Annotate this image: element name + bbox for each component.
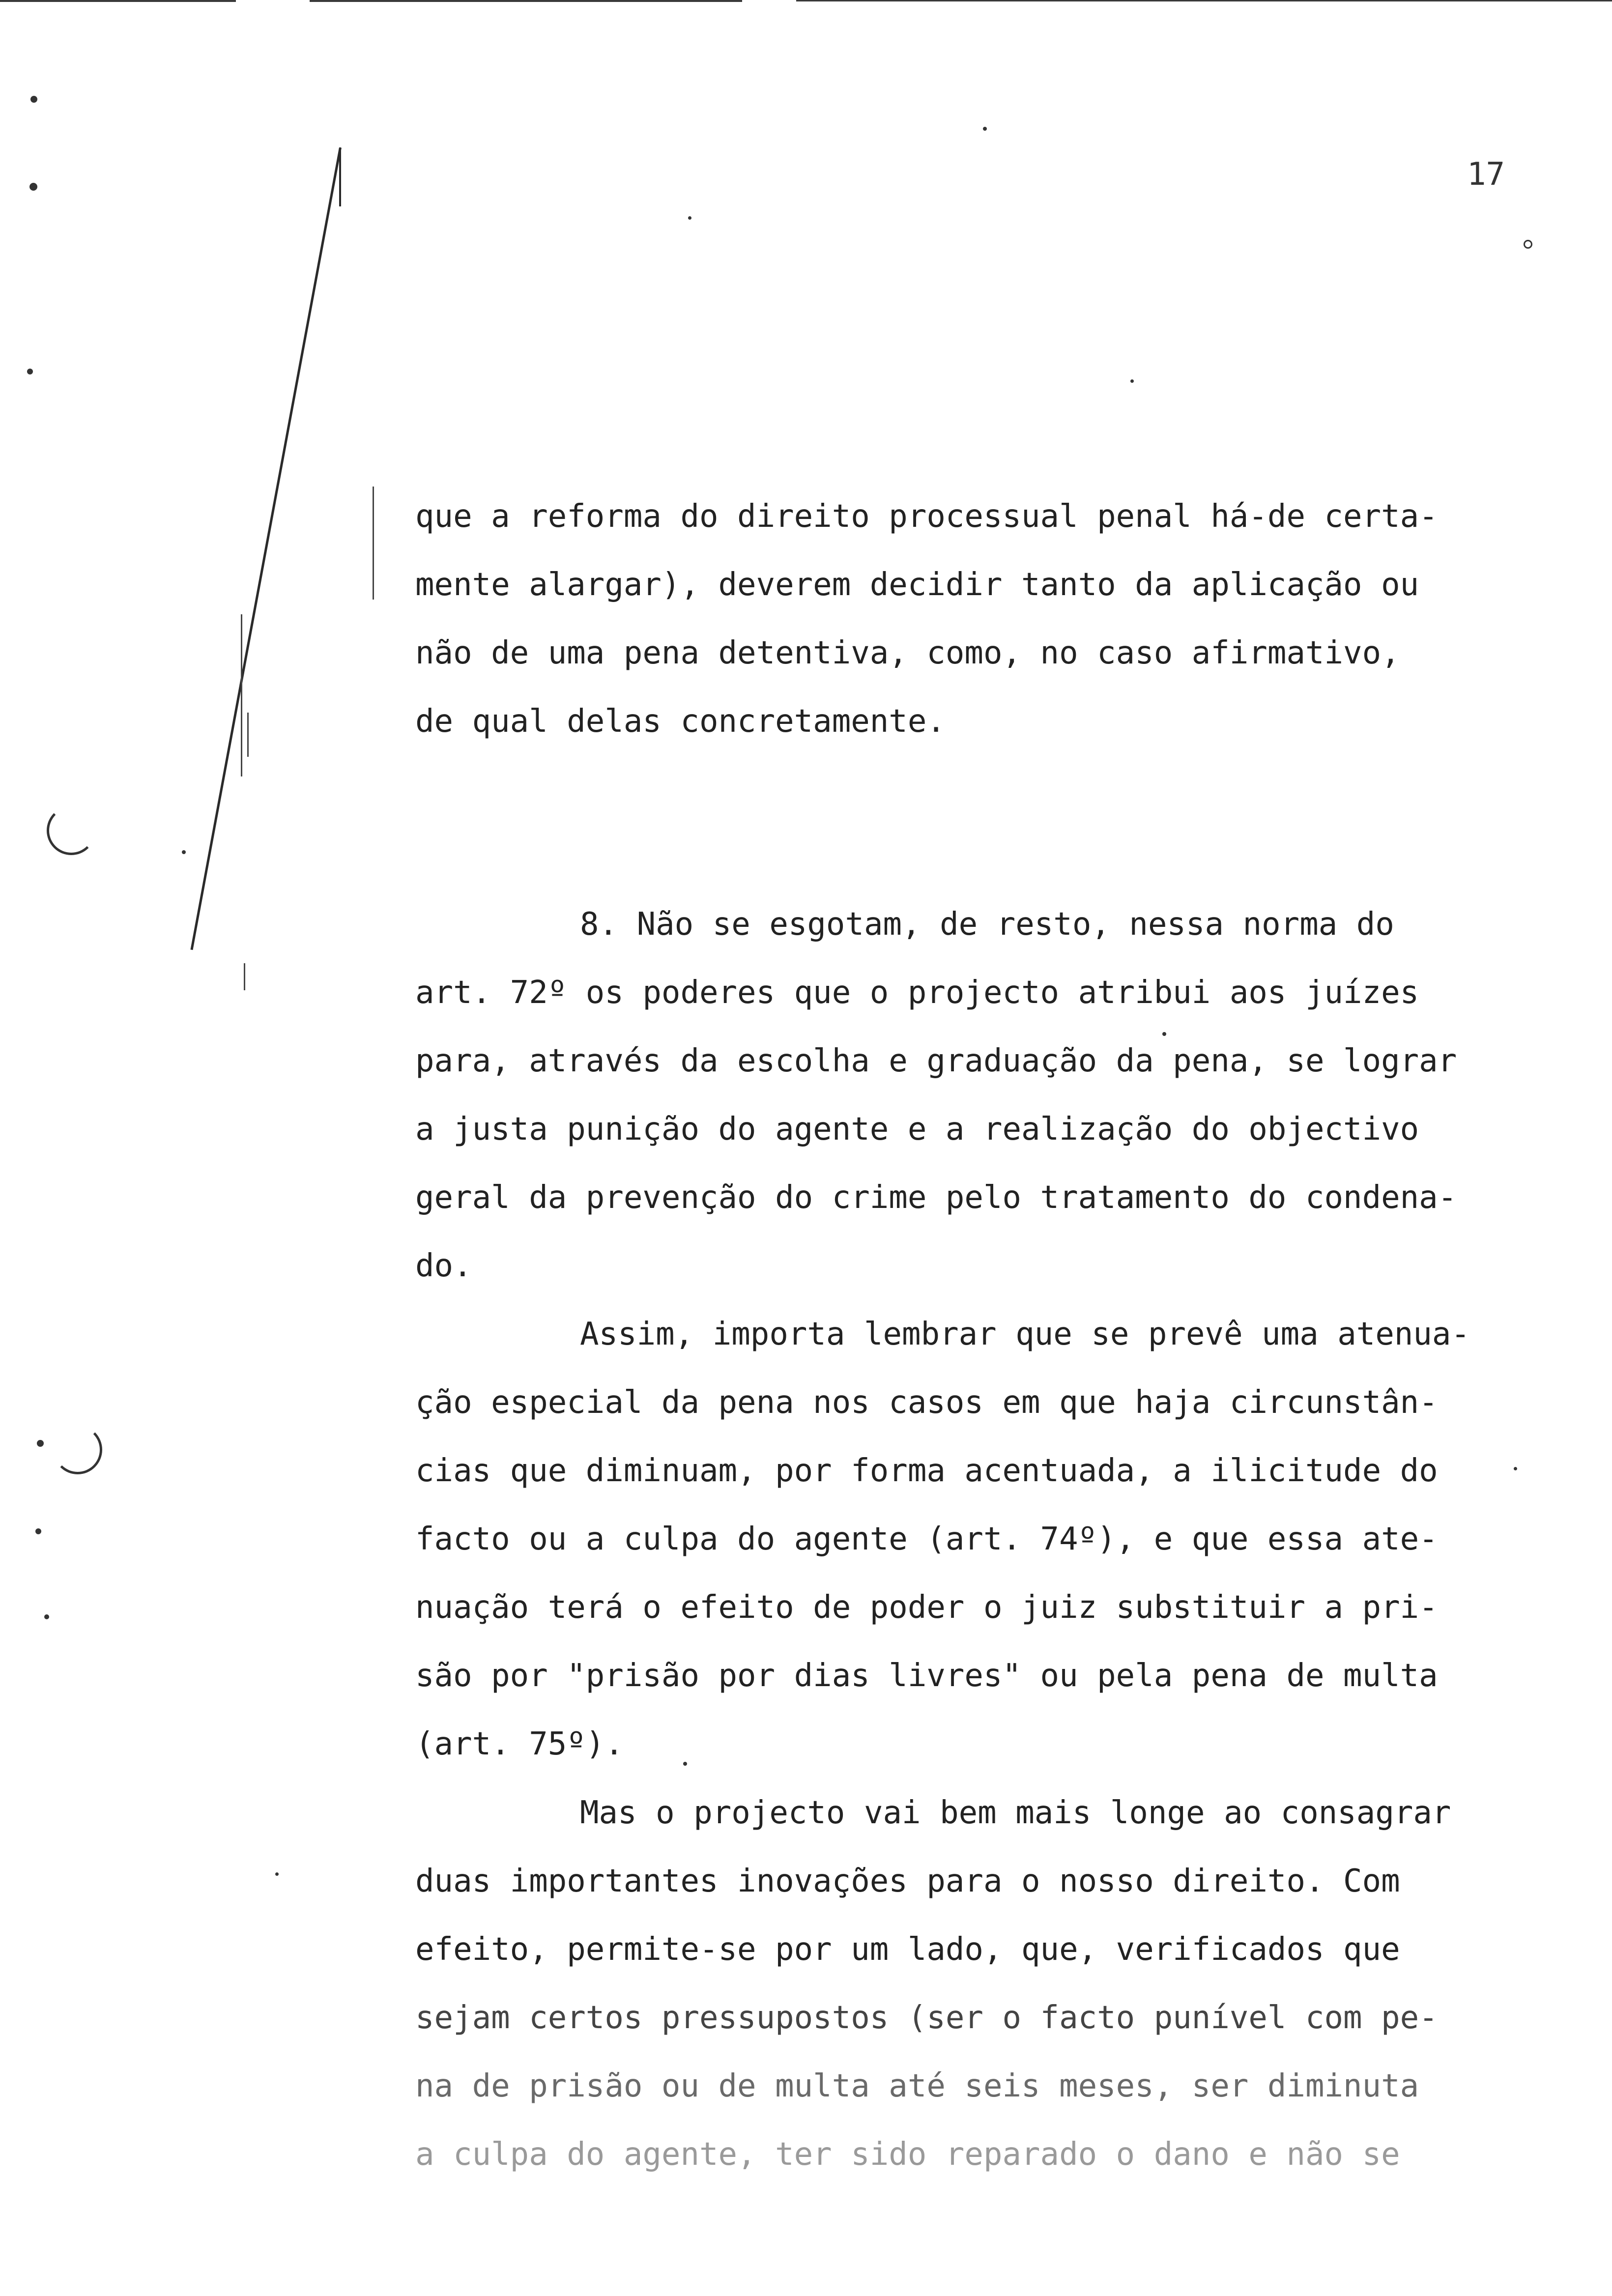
text-line: Mas o projecto vai bem mais longe ao consagrar (580, 1795, 1451, 1831)
text-line: não de uma pena detentiva, como, no caso afirmativo, (415, 635, 1400, 671)
paragraph-section-8 (415, 890, 1531, 1300)
text-line: efeito, permite-se por um lado, que, verificados que (415, 1931, 1400, 1968)
text-line: facto ou a culpa do agente (art. 74º), e que essa ate- (415, 1521, 1438, 1557)
scan-arc-mark (53, 1425, 102, 1474)
text-line: duas importantes inovações para o nosso direito. Com (415, 1863, 1400, 1899)
margin-pen-line-upper (339, 147, 341, 206)
text-line: de qual delas concretamente. (415, 703, 946, 740)
scan-speck (29, 183, 37, 191)
scan-speck (35, 1528, 41, 1534)
paragraph-continuation (415, 483, 1531, 756)
text-line: geral da prevenção do crime pelo tratamento do condena- (415, 1179, 1457, 1216)
text-line: art. 72º os poderes que o projecto atribui aos juízes (415, 975, 1419, 1011)
scan-speck (1524, 240, 1532, 249)
text-line: a justa punição do agente e a realização do objectivo (415, 1111, 1419, 1148)
text-line: cias que diminuam, por forma acentuada, a ilicitude do (415, 1453, 1438, 1489)
text-line: a culpa do agente, ter sido reparado o dano e não se (415, 2136, 1400, 2173)
margin-tick-mark (373, 487, 374, 600)
top-edge-rule-center (310, 0, 742, 2)
text-line: nuação terá o efeito de poder o juiz substituir a pri- (415, 1589, 1438, 1626)
text-line: que a reforma do direito processual penal há-de certa- (415, 498, 1438, 535)
text-line: (art. 75º). (415, 1726, 624, 1762)
scan-speck (275, 1872, 279, 1876)
margin-tick-mark (244, 963, 245, 990)
text-line: sejam certos pressupostos (ser o facto punível com pe- (415, 2000, 1438, 2036)
text-line: 8. Não se esgotam, de resto, nessa norma do (580, 906, 1394, 943)
scan-speck (182, 850, 186, 854)
scan-arc-mark (47, 806, 96, 855)
scan-speck (1130, 379, 1134, 383)
text-line: na de prisão ou de multa até seis meses, ser diminuta (415, 2068, 1419, 2104)
text-line: mente alargar), deverem decidir tanto da aplicação ou (415, 567, 1419, 603)
text-line: Assim, importa lembrar que se prevê uma atenua- (580, 1316, 1470, 1352)
top-edge-rule-right (796, 0, 1612, 1)
scan-speck (688, 216, 691, 220)
scan-speck (44, 1614, 49, 1619)
text-line: para, através da escolha e graduação da pena, se lograr (415, 1043, 1457, 1079)
paragraph-innovations (415, 1779, 1531, 2189)
text-line: são por "prisão por dias livres" ou pela pena de multa (415, 1658, 1438, 1694)
text-line: ção especial da pena nos casos em que haja circunstân- (415, 1384, 1438, 1421)
paragraph-attenuation (415, 1300, 1531, 1779)
margin-tick-mark (247, 713, 249, 757)
page-number: 17 (1467, 156, 1505, 193)
scan-speck (27, 369, 33, 374)
margin-pen-line (190, 147, 341, 950)
scan-speck (37, 1440, 44, 1447)
margin-tick-mark (241, 614, 242, 776)
text-line: do. (415, 1248, 472, 1284)
scan-speck (983, 127, 987, 131)
scan-speck (30, 96, 37, 103)
top-edge-rule-left (0, 0, 236, 2)
